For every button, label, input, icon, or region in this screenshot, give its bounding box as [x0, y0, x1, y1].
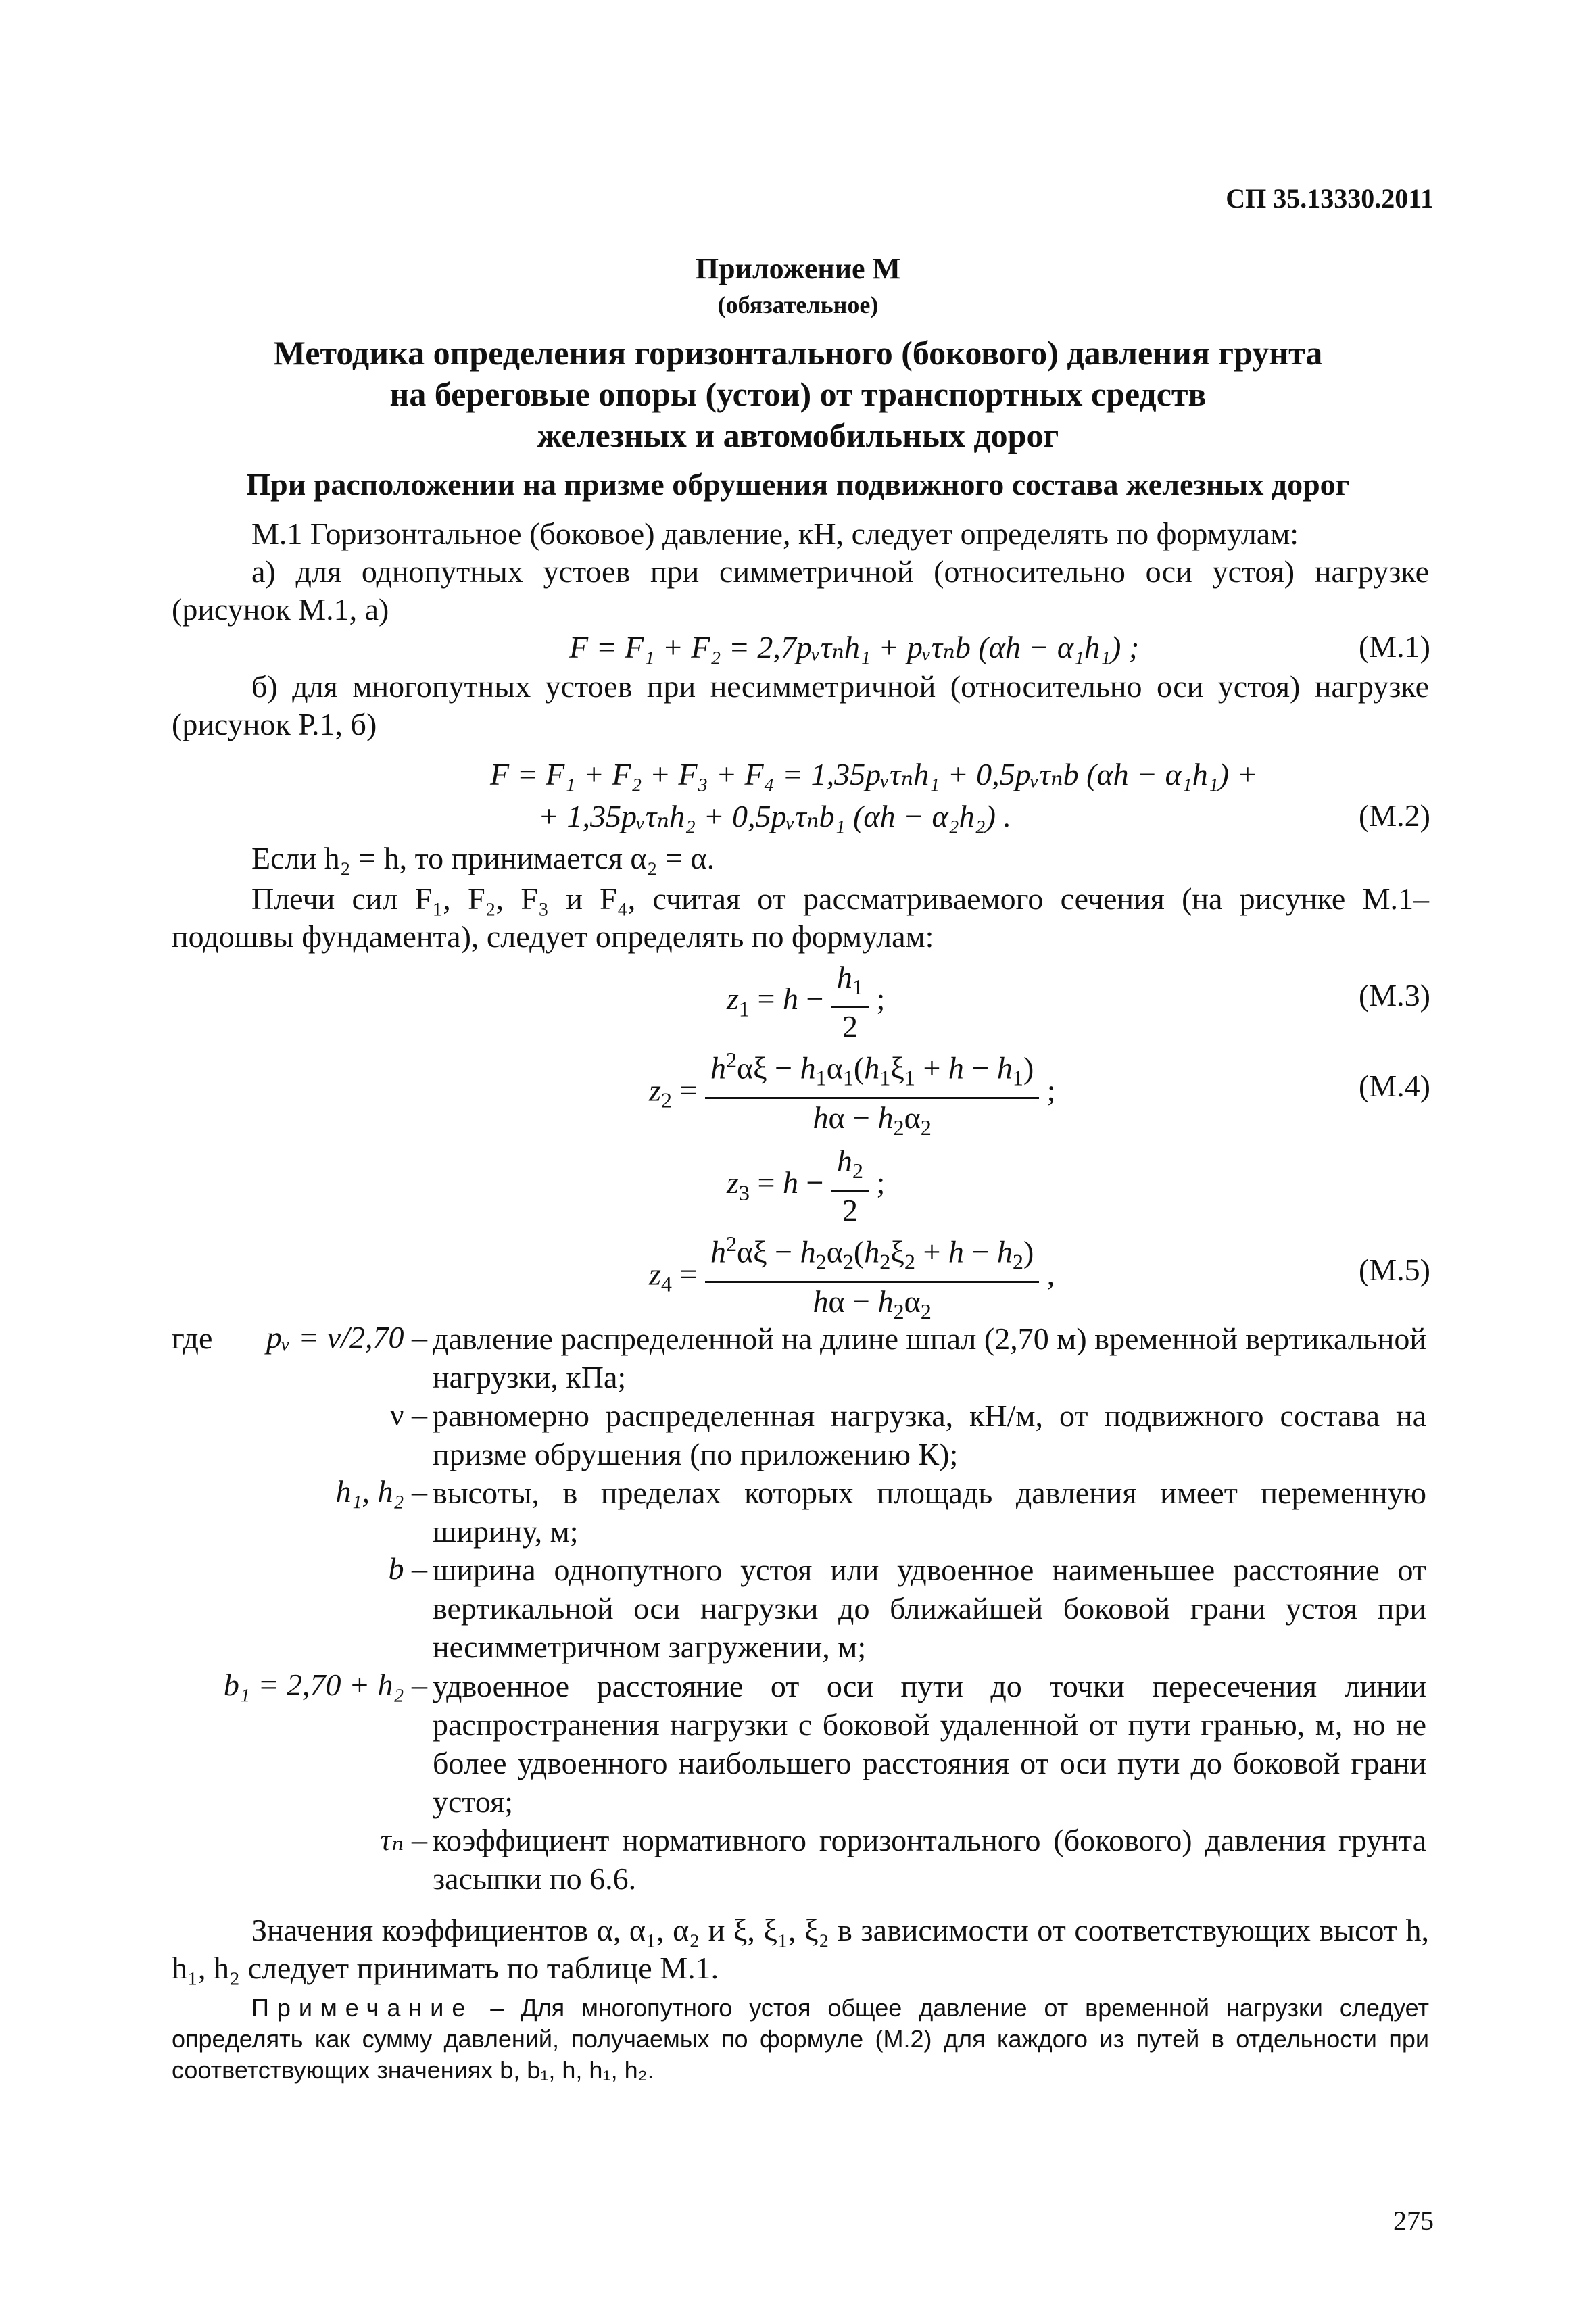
- equation-m2-line-2: + 1,35pᵥτₙh₂ + 0,5pᵥτₙb₁ (αh − α₂h₂) .: [538, 799, 1011, 833]
- where-word: где: [172, 1321, 213, 1355]
- where-def-h: высоты, в пределах которых площадь давления имеет переменную ширину, м;: [433, 1476, 1426, 1549]
- equation-m1: F = F₁ + F₂ = 2,7pᵥτₙh₁ + pᵥτₙb (αh − α₁h₁) ;: [569, 630, 1140, 664]
- note-text: – Для многопутного устоя общее давление от временной нагрузки следует определять как сумму давлений, получаемых по формуле (М.2) для каждого из путей в отдельности при соответствующих значениях b, b₁, h, h₁, h₂.: [172, 1994, 1429, 2084]
- where-def-tau: коэффициент нормативного горизонтального (бокового) давления грунта засыпки по 6.6.: [433, 1823, 1426, 1896]
- note-label: Примечание: [251, 1994, 474, 2022]
- page-number: 275: [1393, 2206, 1434, 2236]
- where-term-b: b –: [388, 1551, 427, 1586]
- document-code: СП 35.13330.2011: [1226, 183, 1434, 214]
- paragraph-arms: Плечи сил F₁, F₂, F₃ и F₄, считая от рассматриваемого сечения (на рисунке М.1– подошвы фундамента), следует определять по формулам:: [172, 881, 1429, 954]
- equation-number-m4: (М.4): [1358, 1069, 1430, 1103]
- appendix-title: [0, 333, 1596, 456]
- paragraph-a: а) для однопутных устоев при симметричной (относительно оси устоя) нагрузке (рисунок М.1, а): [172, 554, 1429, 627]
- equation-m3: $z_1 = h$ − $\frac{h_1}{2}$ ;: [727, 960, 886, 1044]
- note: [172, 1993, 1429, 2086]
- appendix-label: Приложение М: [695, 252, 901, 285]
- equation-number-m3: (М.3): [1358, 978, 1430, 1013]
- where-term-tau: τₙ –: [380, 1822, 427, 1857]
- where-def-b: ширина однопутного устоя или удвоенное наименьшее расстояние от вертикальной оси нагрузки до ближайшей боковой грани устоя при несимметричном загружении, м;: [433, 1553, 1426, 1664]
- section-subtitle: При расположении на призме обрушения подвижного состава железных дорог: [246, 467, 1350, 502]
- title-line-2: на береговые опоры (устои) от транспортных средств: [389, 375, 1207, 413]
- where-term-b1: b₁ = 2,70 + h₂ –: [223, 1667, 427, 1702]
- equation-number-m5: (М.5): [1358, 1252, 1430, 1287]
- equation-z3: $z_3 = h$ − $\frac{h_2}{2}$ ;: [727, 1144, 886, 1228]
- equation-m4: $z_2$ = $\frac{h^2\alpha\xi - h_1\alpha_1(h_1\xi_1 + h - h_1)}{h\alpha - h_2\alpha_2}$ ;: [649, 1041, 1056, 1146]
- title-line-1: Методика определения горизонтального (бокового) давления грунта: [273, 334, 1323, 372]
- paragraph-if: Если h₂ = h, то принимается α₂ = α.: [251, 841, 715, 875]
- where-term-pv: pᵥ = ν/2,70 –: [266, 1320, 427, 1355]
- equation-number-m2: (М.2): [1358, 798, 1430, 833]
- where-term-nu: ν –: [389, 1397, 427, 1432]
- where-term-h: h₁, h₂ –: [335, 1474, 427, 1509]
- paragraph-coefficients: Значения коэффициентов α, α₁, α₂ и ξ, ξ₁, ξ₂ в зависимости от соответствующих высот h, h₁, h₂ следует принимать по таблице М.1.: [172, 1913, 1429, 1985]
- paragraph-b: б) для многопутных устоев при несимметричной (относительно оси устоя) нагрузке (рисунок Р.1, б): [172, 669, 1429, 741]
- equation-m5: $z_4$ = $\frac{h^2\alpha\xi - h_2\alpha_2(h_2\xi_2 + h - h_2)}{h\alpha - h_2\alpha_2}$ ,: [649, 1225, 1055, 1330]
- where-def-b1: удвоенное расстояние от оси пути до точки пересечения линии распространения нагрузки с боковой удаленной от пути гранью, м, но не более удвоенного наибольшего расстояния от оси пути до боковой грани устоя;: [433, 1669, 1426, 1819]
- title-line-3: железных и автомобильных дорог: [537, 416, 1059, 454]
- equation-number-m1: (М.1): [1358, 629, 1430, 664]
- where-def-pv: давление распределенной на длине шпал (2,70 м) временной вертикальной нагрузки, кПа;: [433, 1321, 1426, 1394]
- appendix-status: (обязательное): [717, 291, 879, 318]
- equation-m2-line-1: F = F₁ + F₂ + F₃ + F₄ = 1,35pᵥτₙh₁ + 0,5pᵥτₙb (αh − α₁h₁) +: [490, 757, 1258, 791]
- paragraph-m1: М.1 Горизонтальное (боковое) давление, кН, следует определять по формулам:: [251, 516, 1299, 551]
- where-def-nu: равномерно распределенная нагрузка, кН/м, от подвижного состава на призме обрушения (по приложению К);: [433, 1398, 1426, 1471]
